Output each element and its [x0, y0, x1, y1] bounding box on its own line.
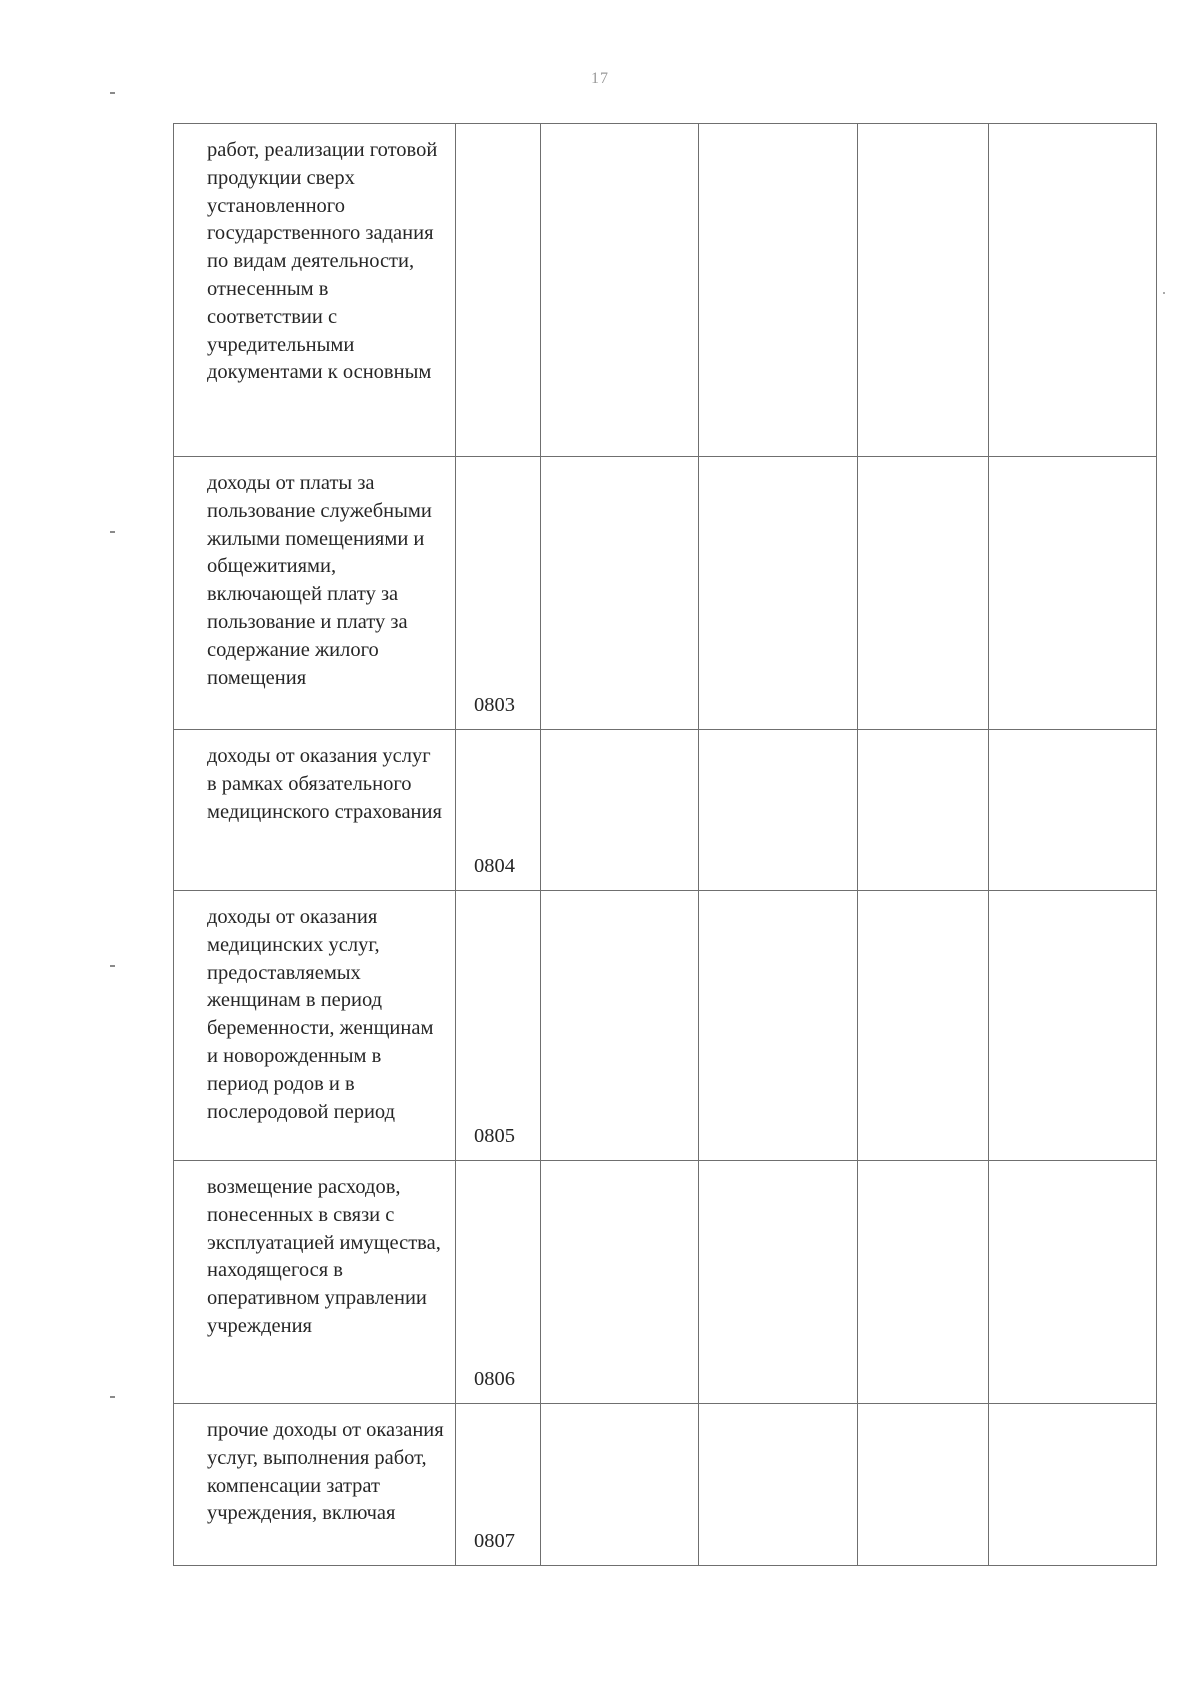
row-description: доходы от платы за пользование служебными жилыми помещениями и общежитиями, включающей плату за пользование и плату за содержание жилого помещения [174, 457, 456, 730]
empty-cell [989, 457, 1157, 730]
row-code: 0805 [456, 891, 541, 1161]
table-row [174, 1404, 1157, 1566]
margin-mark [110, 92, 115, 94]
empty-cell [858, 1404, 989, 1566]
empty-cell [699, 1404, 858, 1566]
empty-cell [858, 124, 989, 457]
table-row [174, 457, 1157, 730]
row-description: возмещение расходов, понесенных в связи с эксплуатацией имущества, находящегося в оперативном управлении учреждения [174, 1161, 456, 1404]
margin-mark [110, 965, 115, 967]
row-description: работ, реализации готовой продукции сверх установленного государственного задания по видам деятельности, отнесенным в соответствии с учредительными документами к основным [174, 124, 456, 457]
empty-cell [699, 124, 858, 457]
empty-cell [541, 457, 699, 730]
empty-cell [989, 1161, 1157, 1404]
row-code: 0803 [456, 457, 541, 730]
empty-cell [858, 1161, 989, 1404]
income-table [173, 123, 1157, 1566]
table-row [174, 891, 1157, 1161]
row-code: 0804 [456, 730, 541, 891]
empty-cell [858, 891, 989, 1161]
row-code: 0807 [456, 1404, 541, 1566]
row-code [456, 124, 541, 457]
empty-cell [541, 891, 699, 1161]
row-description: доходы от оказания услуг в рамках обязательного медицинского страхования [174, 730, 456, 891]
empty-cell [858, 457, 989, 730]
empty-cell [699, 730, 858, 891]
row-code: 0806 [456, 1161, 541, 1404]
margin-mark [110, 1396, 115, 1398]
table-row [174, 1161, 1157, 1404]
margin-mark [110, 531, 115, 533]
empty-cell [989, 891, 1157, 1161]
empty-cell [699, 891, 858, 1161]
empty-cell [989, 124, 1157, 457]
empty-cell [541, 124, 699, 457]
edge-mark [1163, 292, 1165, 294]
empty-cell [541, 730, 699, 891]
empty-cell [989, 1404, 1157, 1566]
empty-cell [989, 730, 1157, 891]
row-description: доходы от оказания медицинских услуг, предоставляемых женщинам в период беременности, женщинам и новорожденным в период родов и в послеродовой период [174, 891, 456, 1161]
empty-cell [541, 1404, 699, 1566]
table-row [174, 730, 1157, 891]
page-number: 17 [591, 70, 609, 87]
empty-cell [699, 457, 858, 730]
empty-cell [541, 1161, 699, 1404]
table-row [174, 124, 1157, 457]
empty-cell [858, 730, 989, 891]
row-description: прочие доходы от оказания услуг, выполнения работ, компенсации затрат учреждения, включая [174, 1404, 456, 1566]
empty-cell [699, 1161, 858, 1404]
